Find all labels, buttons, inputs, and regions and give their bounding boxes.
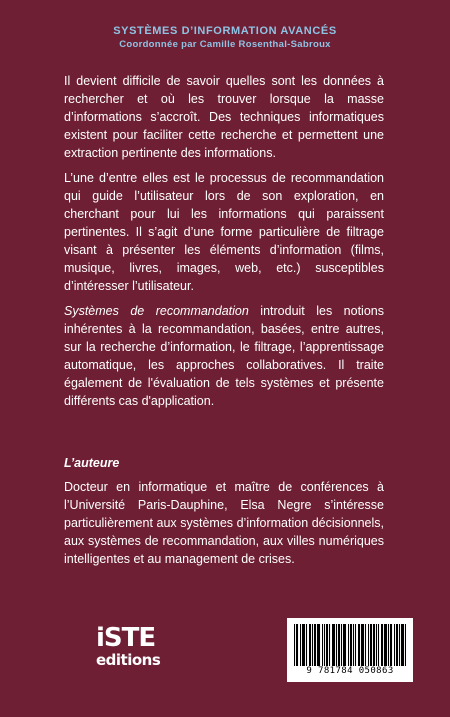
barcode-bar	[368, 624, 369, 666]
barcode-bar	[345, 624, 346, 666]
barcode-bar	[333, 624, 334, 666]
barcode-bar	[385, 624, 386, 666]
barcode-bar	[296, 624, 297, 666]
barcode-bar	[362, 624, 363, 666]
barcode-bar	[359, 624, 360, 666]
barcode-bar	[314, 624, 315, 666]
description-paragraph-3	[64, 302, 384, 410]
header	[0, 24, 450, 52]
barcode-bar	[336, 624, 337, 666]
author-bio: Docteur en informatique et maître de conférences à l’Université Paris-Dauphine, Elsa Negre s’intéresse particulièrement aux systèmes d’information décisionnels, aux systèmes de recommandation, aux villes numériques intelligentes et au management de crises.	[64, 480, 384, 566]
barcode-bar	[403, 624, 404, 666]
barcode-bar	[399, 624, 400, 666]
barcode-bar	[344, 624, 345, 666]
barcode-bar	[327, 624, 328, 666]
description	[64, 72, 384, 417]
description-paragraph-2: L’une d’entre elles est le processus de recommandation qui guide l’utilisateur lors de son exploration, en cherchant pour lui les informations qui paraissent pertinentes. Il s’agit d’une forme particulière de filtrage visant à présenter les éléments d’information (films, musique, livres, images, web, etc.) susceptibles d’intéresser l’utilisateur.	[64, 171, 384, 293]
barcode-bar	[376, 624, 377, 666]
barcode-bar	[306, 624, 307, 666]
barcode-bar	[363, 624, 364, 666]
logo-editions-text: editions	[96, 651, 161, 669]
barcode-bar	[365, 624, 366, 666]
barcode-bar	[302, 624, 303, 666]
barcode-bar	[300, 624, 301, 666]
barcode-bar	[371, 624, 372, 666]
barcode-bar	[319, 624, 320, 666]
barcode-bar	[317, 624, 318, 666]
barcode-bar	[315, 624, 316, 666]
barcode-bar	[343, 624, 344, 666]
barcode-bar	[373, 624, 374, 666]
barcode-bar	[310, 624, 311, 666]
isbn-number: 9 781784 050863	[306, 666, 394, 676]
barcode-bar	[338, 624, 339, 666]
barcode-bar	[329, 624, 330, 666]
book-title: Systèmes de recommandation	[64, 304, 249, 318]
author-heading: L’auteure	[64, 456, 120, 470]
barcode-bar	[394, 624, 395, 666]
iste-logo	[96, 625, 176, 671]
description-paragraph-3-text: introduit les notions inhérentes à la recommandation, basées, entre autres, sur la recherche d’information, le filtrage, l’apprentissage automatique, les approches collaboratives. Il traite également de l'évaluation de tels systèmes et présente différents cas d'application.	[64, 304, 384, 408]
barcode-bar	[402, 624, 403, 666]
barcode-bar	[303, 624, 304, 666]
barcode-bar	[405, 624, 406, 666]
logo-iste-text: iSTE	[96, 623, 156, 653]
barcode-bar	[348, 624, 349, 666]
barcode-bar	[386, 624, 387, 666]
barcode-bar	[358, 624, 359, 666]
barcode-bar	[374, 624, 375, 666]
barcode-bar	[384, 624, 385, 666]
barcode-bar	[312, 624, 313, 666]
barcode-bar	[390, 624, 391, 666]
barcode-bar	[370, 624, 371, 666]
series-title: SYSTÈMES D’INFORMATION AVANCÉS	[113, 25, 337, 37]
barcode-bar	[341, 624, 342, 666]
barcode-bar	[334, 624, 335, 666]
barcode-bar	[326, 624, 327, 666]
barcode-bar	[391, 624, 392, 666]
barcode-bar	[381, 624, 382, 666]
barcode-bar	[339, 624, 340, 666]
barcode-bar	[378, 624, 379, 666]
barcode	[287, 618, 413, 682]
barcode-bar	[397, 624, 398, 666]
barcode-bar	[388, 624, 389, 666]
barcode-bar	[361, 624, 362, 666]
barcode-bar	[294, 624, 295, 666]
barcode-bar	[324, 624, 325, 666]
barcode-bar	[322, 624, 323, 666]
barcode-bar	[297, 624, 298, 666]
barcode-bar	[318, 624, 319, 666]
barcode-bar	[396, 624, 397, 666]
barcode-bar	[350, 624, 351, 666]
barcode-bar	[351, 624, 352, 666]
barcode-bar	[353, 624, 354, 666]
barcode-bar	[401, 624, 402, 666]
description-paragraph-1: Il devient difficile de savoir quelles sont les données à rechercher et où les trouver lorsque la masse d’informations s’accroît. Des techniques informatiques existent pour faciliter cette recherche et permettent une extraction pertinente des informations.	[64, 74, 384, 160]
barcode-bar	[304, 624, 305, 666]
barcode-bars	[294, 624, 406, 666]
barcode-bar	[382, 624, 383, 666]
coordination-line: Coordonnée par Camille Rosenthal-Sabroux	[119, 39, 331, 50]
barcode-bar	[355, 624, 356, 666]
barcode-bar	[309, 624, 310, 666]
barcode-bar	[332, 624, 333, 666]
